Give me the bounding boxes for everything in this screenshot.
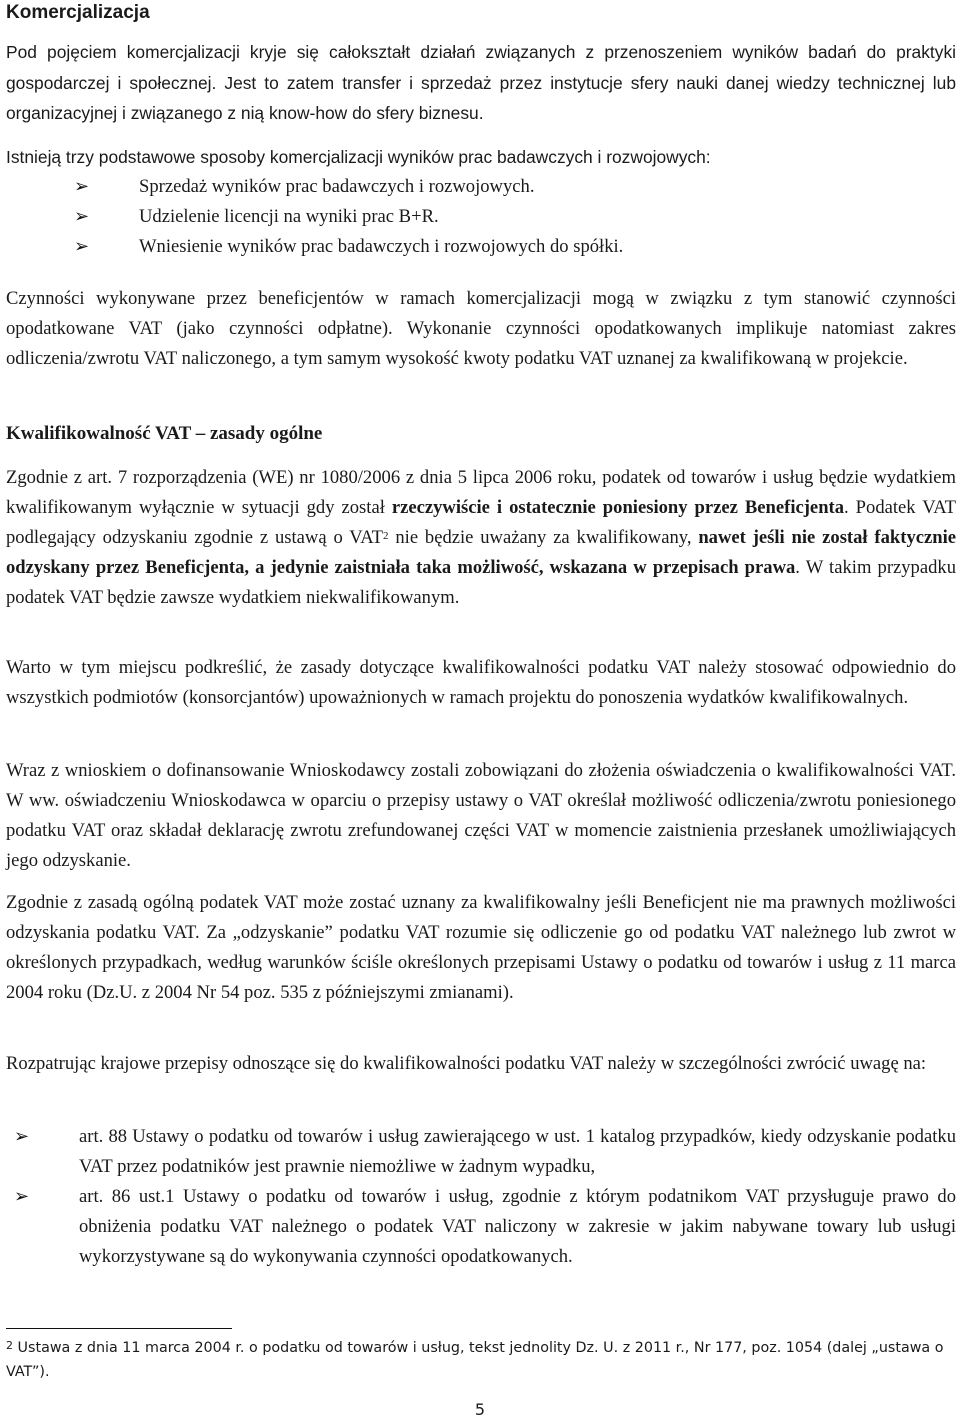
paragraph-declaration: Wraz z wnioskiem o dofinansowanie Wnioskodawcy zostali zobowiązani do złożenia oświadczenia o kwalifikowalności VAT. W ww. oświadczeniu Wnioskodawca w oparciu o przepisy ustawy o VAT określał możliwość odliczenia/zwrotu poniesionego podatku VAT oraz składał deklarację zwrotu zrefundowanej części VAT w momencie zaistnienia przesłanek umożliwiających jego odzyskanie.	[6, 760, 956, 871]
paragraph-vat-rules	[6, 463, 956, 613]
list-item-text: art. 88 Ustawy o podatku od towarów i usług zawierającego w ust. 1 katalog przypadków, kiedy odzyskanie podatku VAT przez podatników jest prawnie niemożliwe w żadnym wypadku,	[79, 1126, 956, 1177]
footnote-number: 2	[6, 1339, 13, 1352]
paragraph-general-rule: Zgodnie z zasadą ogólną podatek VAT może zostać uznany za kwalifikowalny jeśli Beneficjent nie ma prawnych możliwości odzyskania podatku VAT. Za „odzyskanie” podatku VAT rozumie się odliczenie go od podatku VAT należnego lub zwrot w określonych przypadkach, według warunków ściśle określonych przepisami Ustawy o podatku od towarów i usług z 11 marca 2004 roku (Dz.U. z 2004 Nr 54 poz. 535 z późniejszymi zmianami).	[6, 892, 956, 1003]
list-item-text: Sprzedaż wyników prac badawczych i rozwojowych.	[139, 176, 535, 197]
arrow-bullet-icon: ➢	[74, 176, 90, 197]
text-run: Zgodnie z art. 7 rozporządzenia (WE) nr 1080/2006 z dnia 5 lipca 2006 roku, podatek od towarów i usług będzie wydatkiem kwalifikowanym wyłącznie w sytuacji gdy został	[6, 467, 956, 518]
list-item	[6, 1182, 956, 1272]
footnote-text: Ustawa z dnia 11 marca 2004 r. o podatku od towarów i usług, tekst jednolity Dz. U. z 2011 r., Nr 177, poz. 1054 (dalej „ustawa o VAT”).	[6, 1340, 944, 1380]
paragraph-methods-intro: Istnieją trzy podstawowe sposoby komercjalizacji wyników prac badawczych i rozwojowych:	[6, 147, 711, 167]
list-item	[6, 202, 906, 232]
list-item	[6, 172, 906, 202]
section-heading-vat-eligibility: Kwalifikowalność VAT – zasady ogólne	[6, 423, 323, 444]
arrow-bullet-icon: ➢	[74, 206, 90, 227]
text-run: . Podatek VAT podlegający odzyskaniu zgodnie z ustawą o VAT	[6, 497, 956, 548]
provisions-list	[6, 1122, 956, 1272]
list-item-text: Udzielenie licencji na wyniki prac B+R.	[139, 206, 439, 227]
footnote-divider	[6, 1328, 232, 1329]
paragraph-national-provisions: Rozpatrując krajowe przepisy odnoszące się do kwalifikowalności podatku VAT należy w szczególności zwrócić uwagę na:	[6, 1053, 927, 1074]
text-run: . W takim przypadku podatek VAT będzie zawsze wydatkiem niekwalifikowanym.	[6, 557, 956, 608]
footnote	[6, 1336, 956, 1384]
footnote-reference[interactable]: 2	[383, 530, 389, 542]
list-item-text: Wniesienie wyników prac badawczych i rozwojowych do spółki.	[139, 236, 624, 257]
paragraph-commercialization-definition: Pod pojęciem komercjalizacji kryje się całokształt działań związanych z przenoszeniem wyników badań do praktyki gospodarczej i społecznej. Jest to zatem transfer i sprzedaż przez instytucje sfery nauki danej wiedzy technicznej lub organizacyjnej i związanego z nią know-how do sfery biznesu.	[6, 42, 956, 123]
paragraph-consortium-note: Warto w tym miejscu podkreślić, że zasady dotyczące kwalifikowalności podatku VAT należy stosować odpowiednio do wszystkich podmiotów (konsorcjantów) upoważnionych w ramach projektu do ponoszenia wydatków kwalifikowalnych.	[6, 657, 956, 708]
section-heading-komercjalizacja: Komercjalizacja	[6, 2, 150, 23]
list-item	[6, 1122, 956, 1182]
text-run: nie będzie uważany za kwalifikowany,	[388, 527, 699, 548]
bold-text: rzeczywiście i ostatecznie poniesiony przez Beneficjenta	[391, 497, 845, 518]
arrow-bullet-icon: ➢	[14, 1126, 30, 1147]
paragraph-vat-activities: Czynności wykonywane przez beneficjentów w ramach komercjalizacji mogą w związku z tym stanowić czynności opodatkowane VAT (jako czynności odpłatne). Wykonanie czynności opodatkowanych implikuje natomiast zakres odliczenia/zwrotu VAT naliczonego, a tym samym wysokość kwoty podatku VAT uznanej za kwalifikowaną w projekcie.	[6, 288, 956, 369]
bold-text: nawet jeśli nie został faktycznie odzyskany przez Beneficjenta, a jedynie zaistniała taka możliwość, wskazana w przepisach prawa	[6, 527, 957, 578]
list-item-text: art. 86 ust.1 Ustawy o podatku od towarów i usług, zgodnie z którym podatnikom VAT przysługuje prawo do obniżenia podatku VAT należnego o podatek VAT naliczony w zakresie w jakim nabywane towary lub usługi wykorzystywane są do wykonywania czynności opodatkowanych.	[79, 1186, 956, 1267]
list-item	[6, 232, 906, 262]
arrow-bullet-icon: ➢	[74, 236, 90, 257]
page-number: 5	[474, 1400, 486, 1419]
arrow-bullet-icon: ➢	[14, 1186, 30, 1207]
methods-list	[6, 172, 906, 262]
